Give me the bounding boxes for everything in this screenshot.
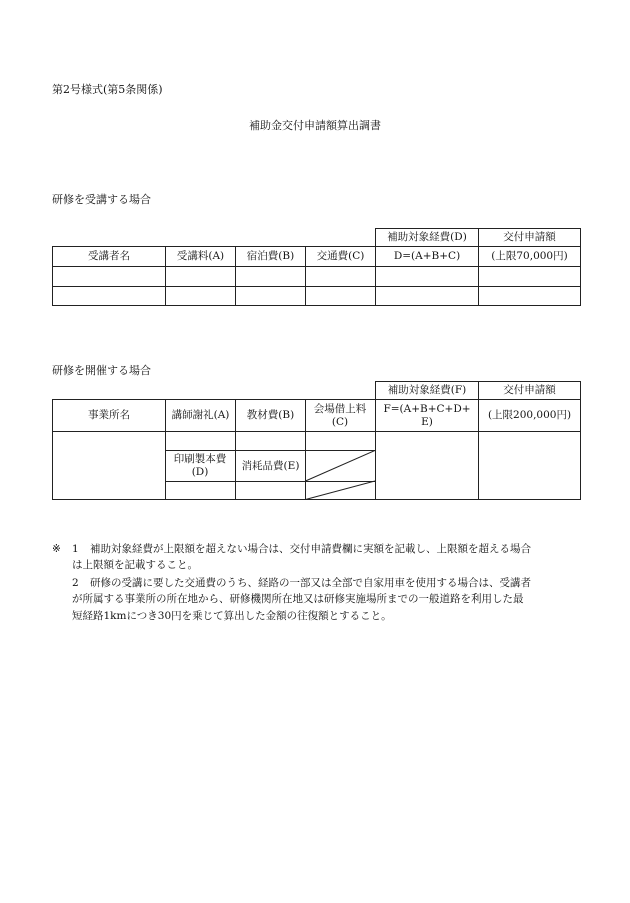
s2-materials-header: 教材費(B): [246, 409, 295, 421]
s1-formula-header: D=(A+B+C): [393, 250, 461, 262]
s2-venue-header: 会場借上料(C): [313, 402, 367, 428]
s2-subsidy-header: 補助対象経費(F): [387, 384, 467, 396]
s1-name-header: 受講者名: [88, 250, 130, 262]
s2-limit-header: (上限200,000円): [487, 409, 572, 421]
form-label: 第2号様式(第5条関係): [52, 83, 163, 96]
section1-heading: 研修を受講する場合: [52, 193, 151, 206]
note-mark: ※: [52, 543, 61, 555]
s1-lodging-header: 宿泊費(B): [246, 250, 295, 262]
s1-transport-header: 交通費(C): [316, 250, 365, 262]
s1-limit-header: (上限70,000円): [491, 250, 568, 262]
s2-apply-header: 交付申請額: [503, 384, 556, 396]
note-1-line1: 補助対象経費が上限額を超えない場合は、交付申請費欄に実額を記載し、上限額を超える場合: [90, 543, 531, 555]
s2-supplies-label: 消耗品費(E): [241, 459, 300, 472]
note-1-line2: は上限額を記載すること。: [72, 559, 198, 571]
s2-lecturer-header: 講師謝礼(A): [171, 409, 230, 421]
section2-heading: 研修を開催する場合: [52, 364, 151, 377]
note-2-number: 2: [72, 577, 79, 589]
s2-office-header: 事業所名: [88, 409, 130, 421]
diagonal-slashes: [305, 450, 375, 500]
note-2-line3: 短経路1kmにつき30円を乗じて算出した金額の往復額とすること。: [72, 610, 392, 622]
note-2-line2: が所属する事業所の所在地から、研修機関所在地又は研修実施場所までの一般道路を利用した最: [72, 593, 524, 605]
s1-apply-header: 交付申請額: [503, 231, 556, 243]
page-title: 補助金交付申請額算出調書: [249, 119, 381, 132]
note-1-number: 1: [72, 543, 79, 555]
s2-formula-header: F=(A+B+C+D+E): [383, 402, 471, 428]
s1-subsidy-header: 補助対象経費(D): [387, 231, 467, 243]
s2-printing-label: 印刷製本費(D): [173, 453, 227, 478]
note-2-line1: 研修の受講に要した交通費のうち、経路の一部又は全部で自家用車を使用する場合は、受講者: [90, 577, 531, 589]
s1-fee-header: 受講料(A): [176, 250, 225, 262]
